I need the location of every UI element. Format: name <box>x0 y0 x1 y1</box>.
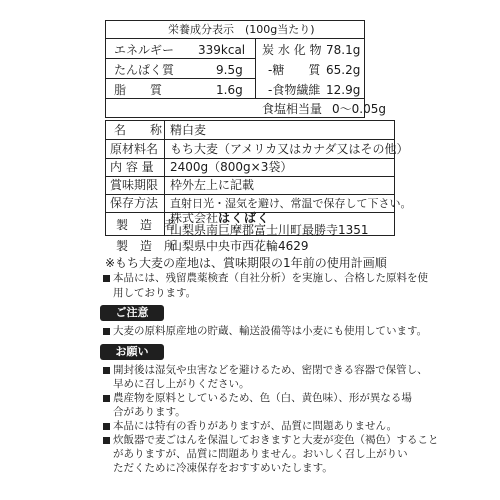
bullet-square <box>103 423 110 430</box>
nutrition-label-protein: たんぱく質 <box>114 63 175 77</box>
product-row-divider-2 <box>105 158 395 159</box>
nutrition-value-carbohydrate: 78.1g <box>326 43 361 57</box>
product-label-plant: 製 造 所 <box>116 239 177 253</box>
product-label-name: 名 称 <box>114 123 163 137</box>
product-row-divider-1 <box>105 139 395 140</box>
product-label-ingredients: 原材料名 <box>110 142 159 156</box>
nutrition-value-protein: 9.5g <box>216 63 243 77</box>
nutrition-row-divider <box>105 98 365 99</box>
caution-heading: ご注意 <box>100 305 164 321</box>
request-item-1-line-2: 早めに召し上がりください。 <box>113 378 250 390</box>
product-value-name: 精白麦 <box>170 123 207 137</box>
request-item-2-line-1: 農産物を原料としているため、色（白、黄色味）、形が異なる場 <box>113 392 412 404</box>
bullet-square <box>103 395 110 402</box>
quality-note-line-2: 用しております。 <box>113 287 197 299</box>
product-label-maker: 製 造 者 <box>116 218 177 232</box>
request-item-4-line-1: 炊飯器で麦ごはんを保温しておきますと大麦が変色（褐色）すること <box>113 434 439 446</box>
product-value-best-before: 枠外左上に記載 <box>170 178 255 192</box>
product-maker-address: 山梨県南巨摩郡富士川町最勝寺1351 <box>170 223 369 237</box>
request-item-1-line-1: 開封後は湿気や虫害などを避けるため、密閉できる容器で保管し、 <box>113 364 428 376</box>
request-item-4-line-3: ただくために冷凍保存をおすすめいたします。 <box>113 462 333 474</box>
origin-note: ※もち大麦の産地は、賞味期限の1年前の使用計画順 <box>105 256 387 270</box>
product-row-divider-3 <box>105 176 395 177</box>
product-value-ingredients: もち大麦（アメリカ又はカナダ又はその他） <box>170 142 409 156</box>
nutrition-label-carbohydrate: 炭 水 化 物 <box>262 43 322 57</box>
maker-company-prefix: 株式会社 <box>170 211 219 225</box>
product-row-divider-4 <box>105 194 395 195</box>
nutrition-label-sugar: -糖 質 <box>268 63 321 77</box>
bullet-square <box>103 328 110 335</box>
product-value-storage: 直射日光・湿気を避け、常温で保存して下さい。 <box>170 197 412 210</box>
quality-note-line-1: 本品には、残留農薬検査（自社分析）を実施し、合格した原料を使 <box>113 272 428 284</box>
product-label-contents: 内 容 量 <box>110 160 154 174</box>
nutrition-header-divider <box>105 38 365 39</box>
nutrition-left-row-2-divider <box>105 78 255 79</box>
nutrition-value-fat: 1.6g <box>216 83 243 97</box>
nutrition-value-salt: 0～0.05g <box>332 102 386 116</box>
request-heading: お願い <box>100 344 164 360</box>
bullet-square <box>103 437 110 444</box>
nutrition-col-divider <box>255 38 256 98</box>
nutrition-label-fiber: -食物繊維 <box>268 83 321 97</box>
request-item-4-line-2: がありますが、品質に問題ありません。おいしく召し上がりい <box>113 448 408 460</box>
bullet-square <box>103 367 110 374</box>
nutrition-value-energy: 339kcal <box>198 43 246 57</box>
bullet-square <box>103 275 110 282</box>
nutrition-label-salt: 食塩相当量 <box>262 102 323 116</box>
nutrition-value-sugar: 65.2g <box>326 63 361 77</box>
nutrition-left-row-1-divider <box>105 58 255 59</box>
request-item-3-line-1: 本品には特有の香りがありますが、品質に問題ありません。 <box>113 420 398 432</box>
maker-brand-logo: はくばく <box>218 211 271 225</box>
caution-line-1: 大麦の原料原産地の貯蔵、輸送設備等は小麦にも使用しています。 <box>113 325 428 337</box>
nutrition-label-fat: 脂 質 <box>114 83 163 97</box>
nutrition-value-fiber: 12.9g <box>326 83 361 97</box>
product-label-storage: 保存方法 <box>110 196 159 210</box>
product-value-contents: 2400g（800g×3袋） <box>170 160 293 174</box>
request-item-2-line-2: 合があります。 <box>113 406 186 418</box>
nutrition-header: 栄養成分表示 (100g当たり) <box>168 23 315 36</box>
product-label-best-before: 賞味期限 <box>110 178 159 192</box>
product-plant-address: 山梨県中央市西花輪4629 <box>170 239 309 253</box>
nutrition-label-energy: エネルギー <box>114 43 175 57</box>
